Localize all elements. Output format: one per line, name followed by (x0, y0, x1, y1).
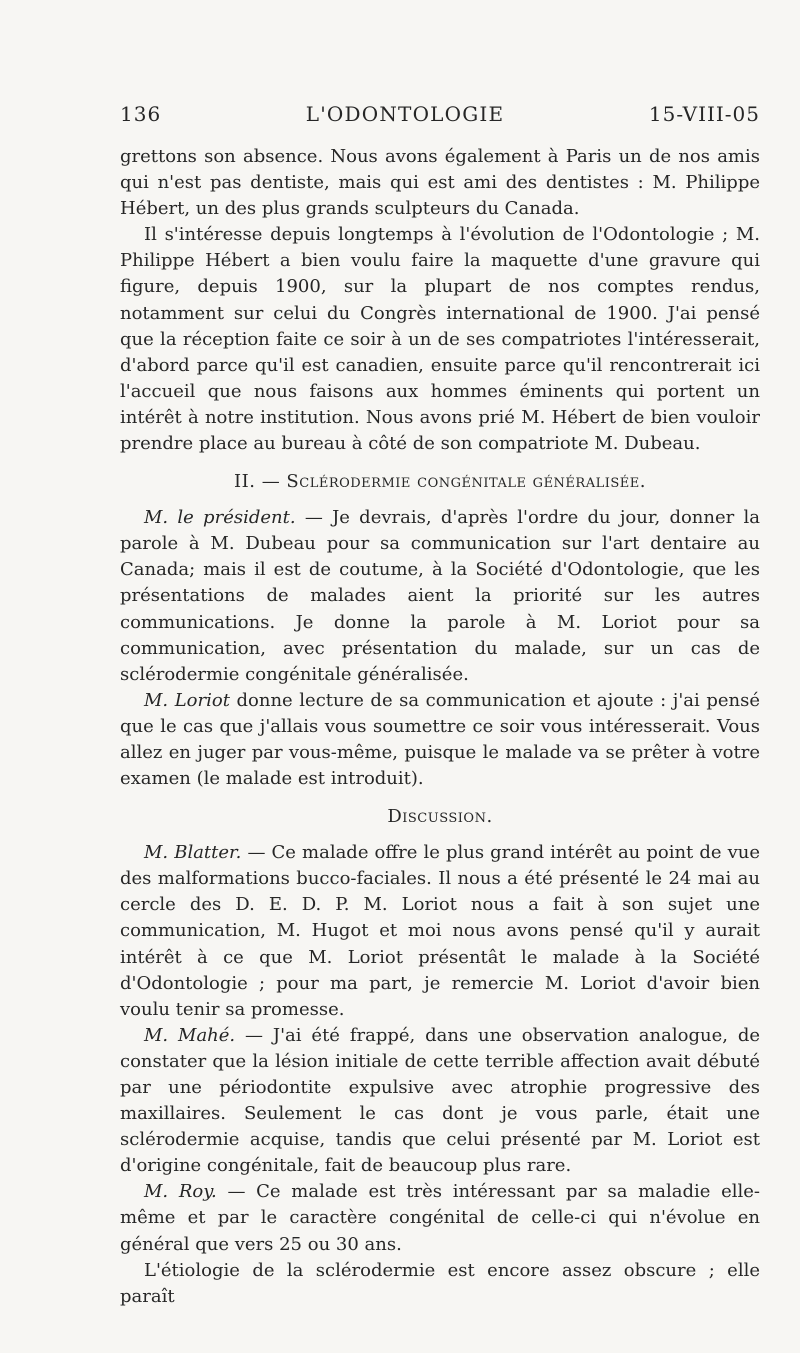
paragraph-continued: grettons son absence. Nous avons également à Paris un de nos amis qui n'est pas dentiste, mais qui est ami des dentistes : M. Philippe Hébert, un des plus grands sculpteurs du Canada. (120, 146, 760, 220)
speech-text: L'étiologie de la sclérodermie est encore assez obscure ; elle paraît (120, 1259, 760, 1307)
speech-text: — Ce malade offre le plus grand intérêt au point de vue des malformations bucco-faciales. Il nous a été présenté le 24 mai au cercle des D. E. D. P. M. Loriot nous a fait à son sujet une communication, M. Hugot et moi nous avons pensé qu'il y aurait intérêt à ce que M. Loriot présentât le malade à la Société d'Odontologie ; pour ma part, je remercie M. Loriot d'avoir bien voulu tenir sa promesse. (120, 842, 760, 1020)
paragraph (120, 840, 760, 1023)
article-body (120, 144, 760, 1310)
speaker-name: M. le président. (144, 507, 296, 529)
speech-text: — J'ai été frappé, dans une observation analogue, de constater que la lésion initiale de cette terrible affection avait débuté par une périodontite expulsive avec atrophie progressive des maxillaires. Seulement le cas dont je vous parle, était une sclérodermie acquise, tandis que celui présenté par M. Loriot est d'origine congénitale, fait de beaucoup plus rare. (120, 1024, 760, 1177)
speech-text: — Je devrais, d'après l'ordre du jour, donner la parole à M. Dubeau pour sa communication sur l'art dentaire au Canada; mais il est de coutume, à la Société d'Odontologie, que les présentations de malades aient la priorité sur les autres communications. Je donne la parole à M. Loriot pour sa communication, avec présentation du malade, sur un cas de sclérodermie congénitale généralisée. (120, 507, 760, 685)
discussion-heading: Discussion. (387, 806, 493, 828)
paragraph (120, 1023, 760, 1180)
paragraph (120, 1179, 760, 1257)
speaker-name: M. Mahé. (144, 1024, 236, 1046)
speech-text: donne lecture de sa communication et ajoute : j'ai pensé que le cas que j'allais vous soumettre ce soir vous intéresserait. Vous allez en juger par vous-même, puisque le malade va se prêter à votre examen (le malade est introduit). (120, 689, 760, 790)
speaker-name: M. Blatter. (144, 842, 242, 864)
speaker-name: M. Loriot (144, 689, 230, 711)
document-page (120, 102, 760, 1310)
issue-date: 15-VIII-05 (648, 102, 760, 126)
journal-title: L'ODONTOLOGIE (305, 102, 505, 126)
speaker-name: M. Roy. (144, 1181, 217, 1203)
paragraph (120, 1258, 760, 1310)
section-heading: II. — Sclérodermie congénitale généralisée. (234, 471, 646, 493)
speech-text: — Ce malade est très intéressant par sa maladie elle-même et par le caractère congénital de celle-ci qui n'évolue en général que vers 25 ou 30 ans. (120, 1181, 760, 1255)
paragraph: Il s'intéresse depuis longtemps à l'évolution de l'Odontologie ; M. Philippe Hébert a bien voulu faire la maquette d'une gravure qui figure, depuis 1900, sur la plupart de nos comptes rendus, notamment sur celui du Congrès international de 1900. J'ai pensé que la réception faite ce soir à un de ses compatriotes l'intéresserait, d'abord parce qu'il est canadien, ensuite parce qu'il rencontrerait ici l'accueil que nous faisons aux hommes éminents qui portent un intérêt à notre institution. Nous avons prié M. Hébert de bien vouloir prendre place au bureau à côté de son compatriote M. Dubeau. (120, 224, 760, 455)
page-number: 136 (120, 102, 162, 126)
paragraph (120, 505, 760, 688)
paragraph (120, 688, 760, 792)
running-header (120, 102, 760, 136)
